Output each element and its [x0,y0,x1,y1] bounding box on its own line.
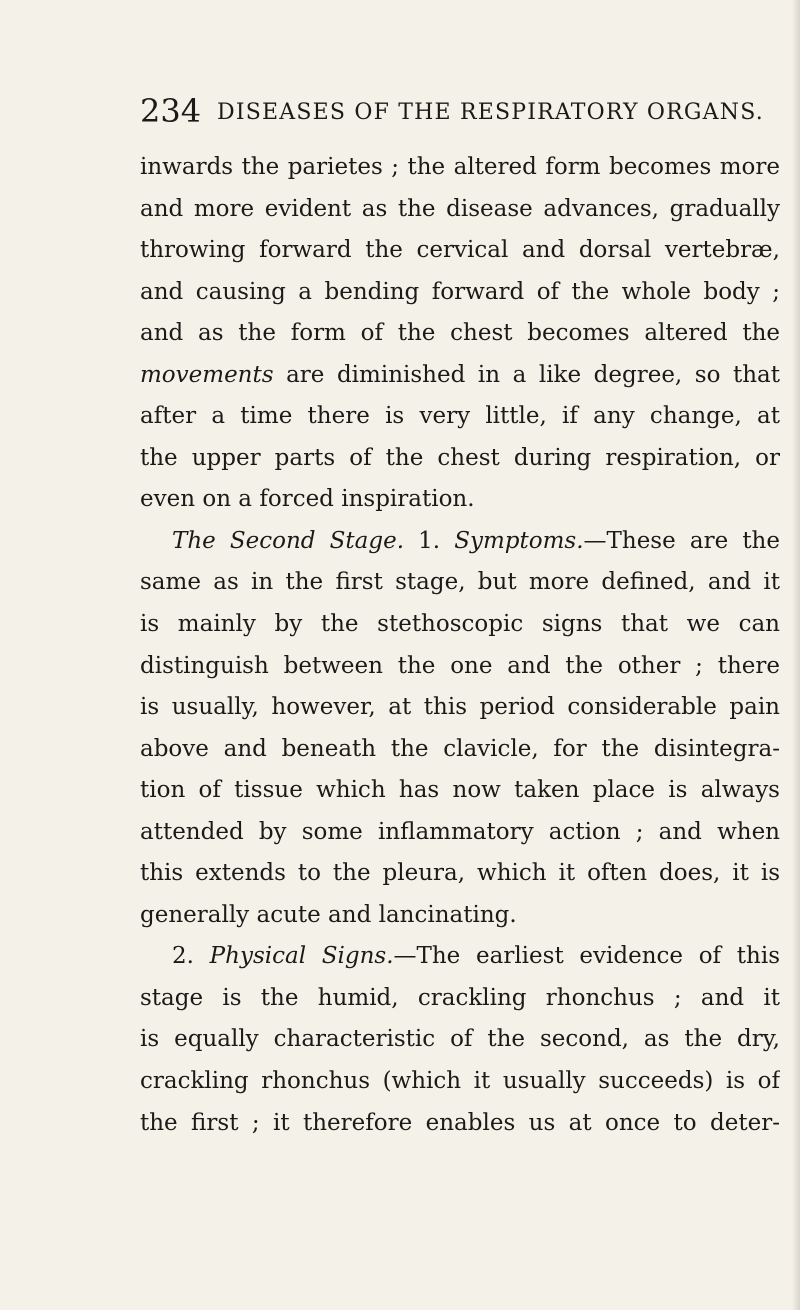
text-line: is usually, however, at this period considerable pain [140,694,780,721]
body-text [140,147,780,1144]
text-span: —The earliest evidence of this [393,943,780,970]
page-number: 234 [140,92,202,130]
text-span: 1. [404,527,455,554]
text-line: is mainly by the stethoscopic signs that we can [140,611,780,638]
text-line: and causing a bending forward of the whole body ; [140,278,780,305]
italic-term: movements [140,361,274,388]
page-header [140,90,800,130]
text-line: and more evident as the disease advances, gradually [140,195,780,222]
text-line: stage is the humid, crackling rhonchus ; and it [140,984,780,1011]
text-span: are diminished in a like degree, so that [273,361,780,388]
text-line: is equally characteristic of the second, as the dry, [140,1026,780,1053]
running-title: DISEASES OF THE RESPIRATORY ORGANS. [217,100,764,125]
text-line [140,355,780,397]
section-heading-line [140,521,780,563]
text-line: tion of tissue which has now taken place is always [140,777,780,804]
text-line: inwards the parietes ; the altered form becomes more [140,154,780,180]
text-line: after a time there is very little, if any change, at [140,403,780,430]
text-span: —These are the [583,527,780,554]
text-line: distinguish between the one and the other ; there [140,652,780,679]
section-heading: The Second Stage. [172,527,405,554]
text-line: crackling rhonchus (which it usually succeeds) is of [140,1068,780,1095]
text-line: the first ; it therefore enables us at once to deter- [140,1109,780,1136]
text-line: above and beneath the clavicle, for the disintegra- [140,735,780,762]
subsection-heading: Symptoms. [454,527,584,554]
text-line: attended by some inflammatory action ; and when [140,818,780,845]
text-line: even on a forced inspiration. [140,486,475,513]
subsection-heading: Physical Signs. [209,943,394,970]
text-line: same as in the first stage, but more defined, and it [140,569,780,596]
text-line: and as the form of the chest becomes altered the [140,320,780,347]
text-line: the upper parts of the chest during respiration, or [140,444,780,471]
text-span: 2. [172,943,210,970]
subsection-heading-line [140,936,780,978]
text-line: this extends to the pleura, which it often does, it is [140,860,780,887]
text-line: throwing forward the cervical and dorsal vertebræ, [140,237,780,264]
page-edge-shadow [792,0,800,1310]
text-line: generally acute and lancinating. [140,901,517,928]
